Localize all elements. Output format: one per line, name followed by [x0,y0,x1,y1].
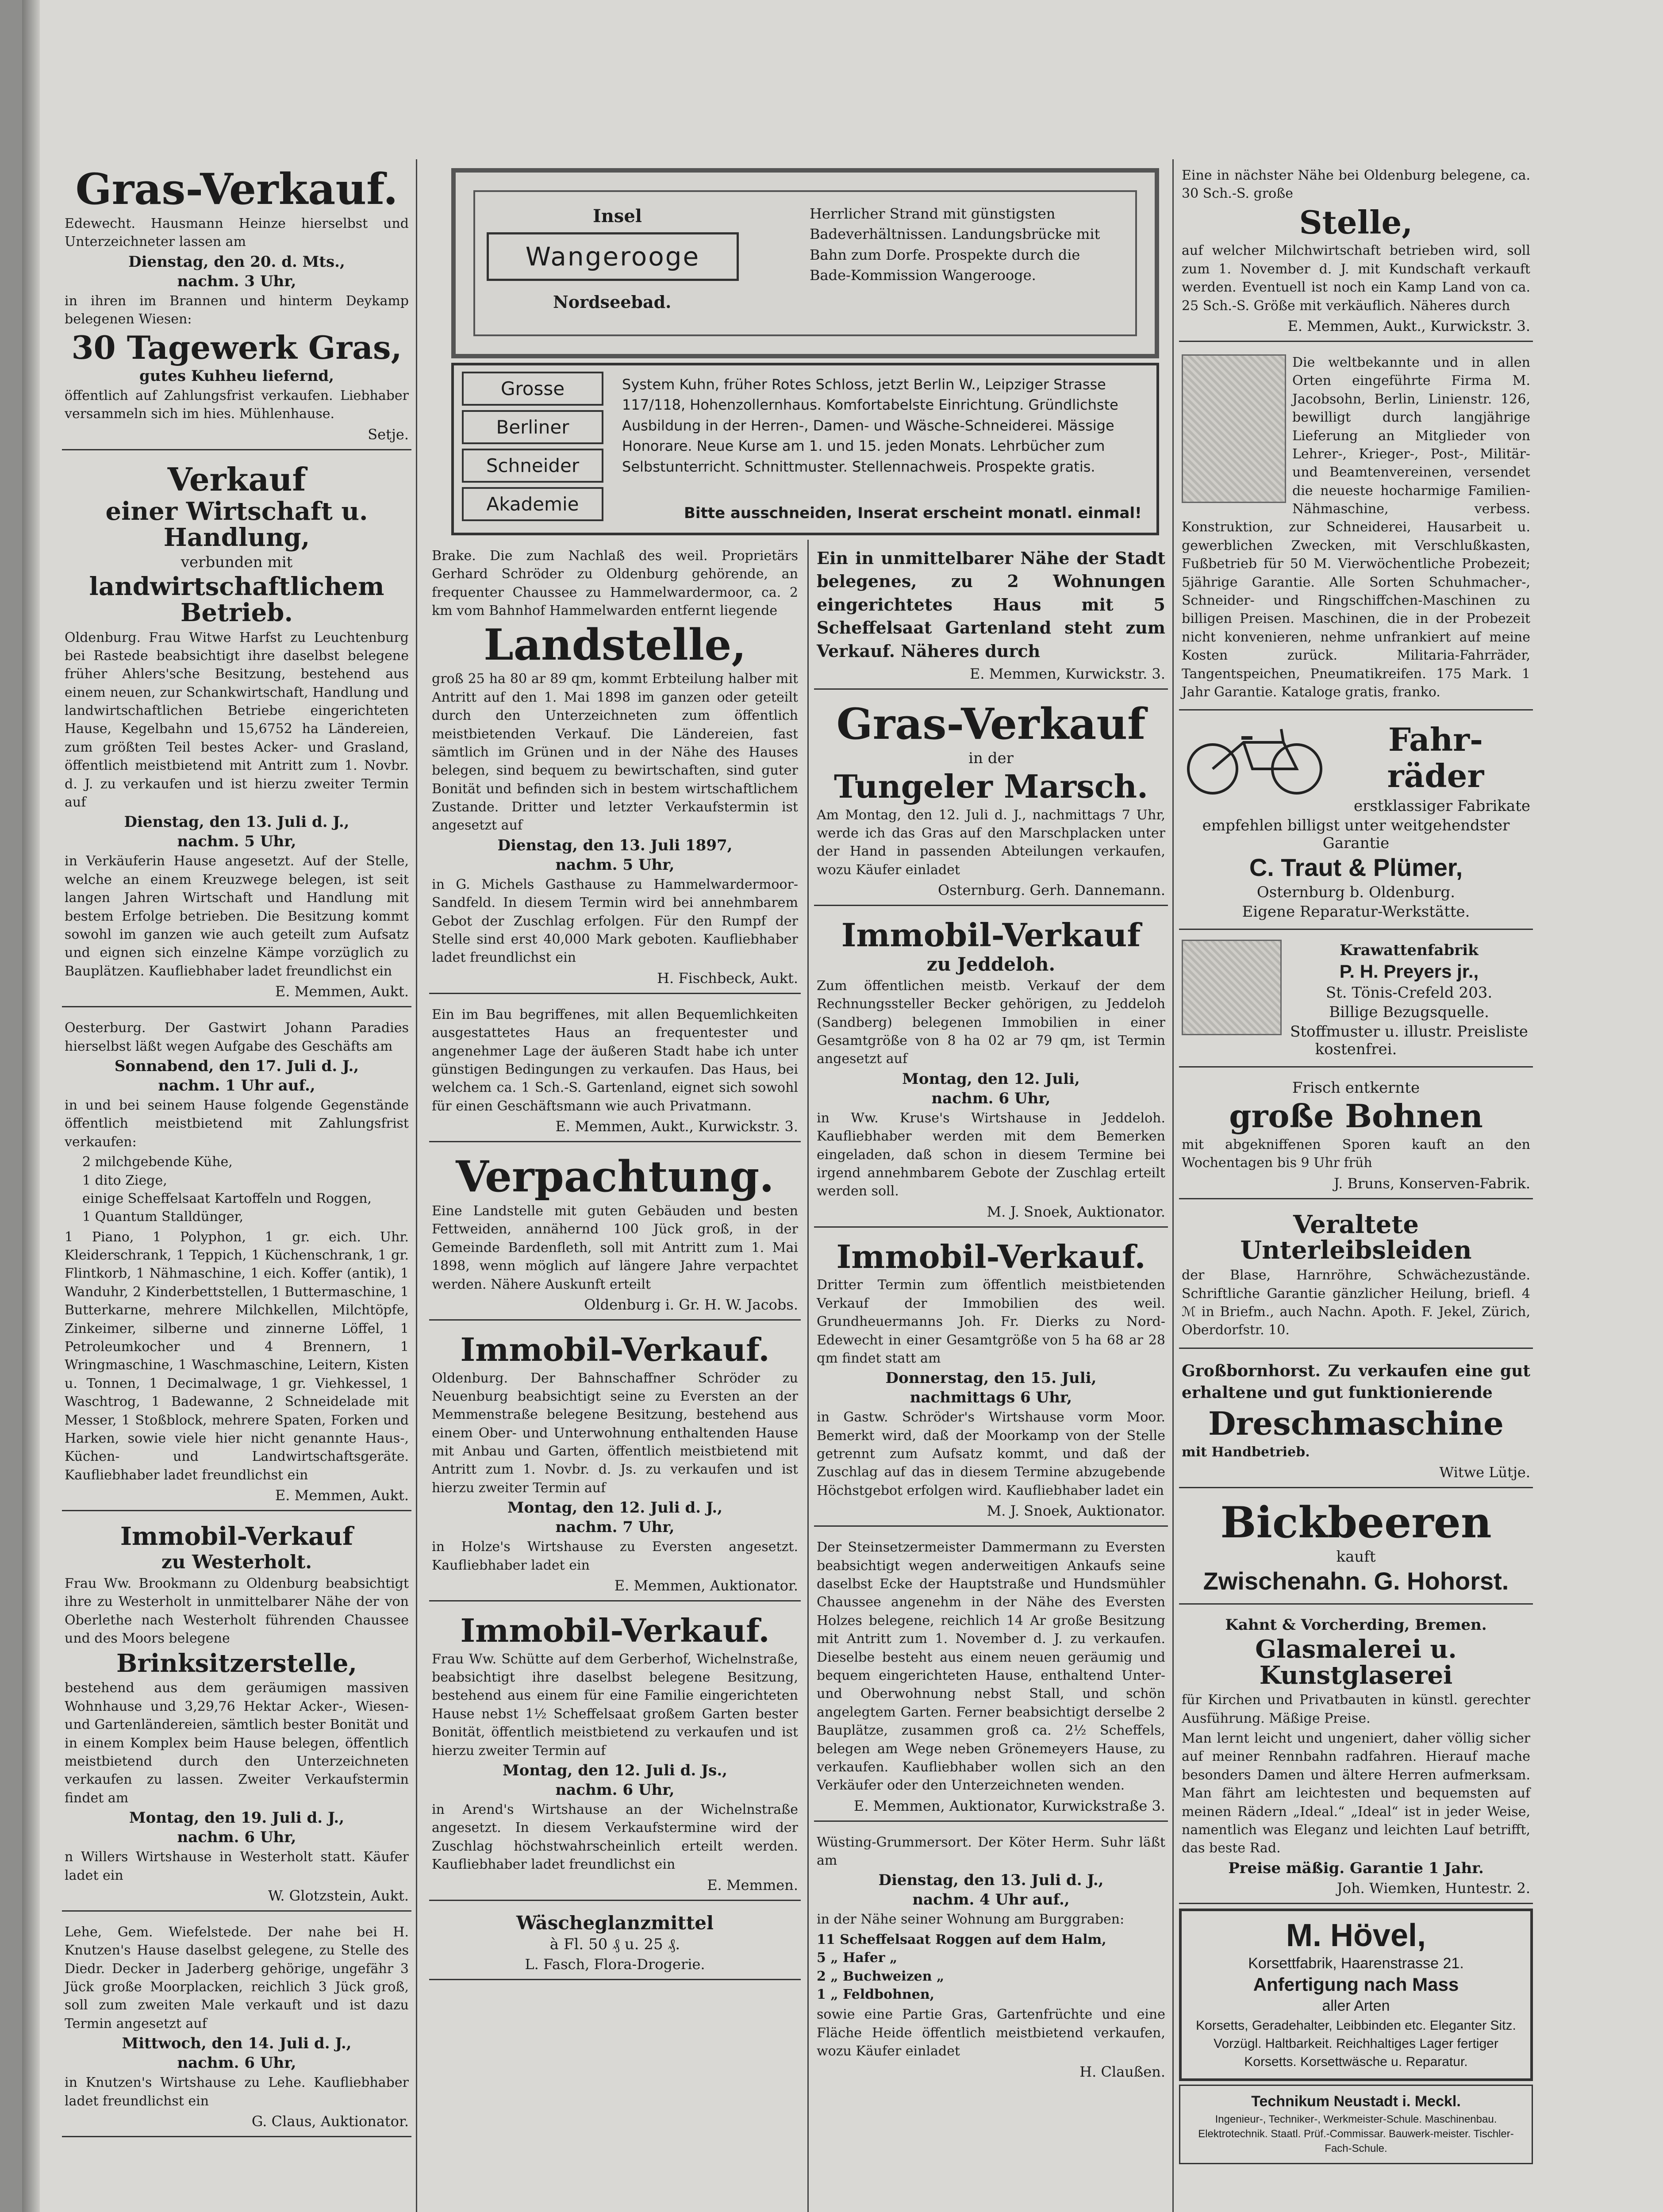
ad-text: Oldenburg. Frau Witwe Harfst zu Leuchtenburg bei Rastede beabsichtigt ihre daselbst belegene früher Ahlers'sche Besitzung, bestehend aus einem neuen, zur Schankwirtschaft, Handlung und landwirtschaftlichen Betriebe eingerichteten Hause, Kegelbahn und 15,6752 ha Ländereien, zum größten Teil bestes Acker- und Grasland, öffentlich meistbietend mit Antritt zum 1. Novbr. d. J. zu verkaufen und ist hierzu zweiter Termin auf [65,630,409,810]
ad-text: bestehend aus dem geräumigen massiven Wohnhause und 3,29,76 Hektar Acker-, Wiesen- und Gartenländereien, sämtlich bester Bonität und in einem Komplex beim Hause belegen, öffentlich meistbietend durch den Unterzeichneten verkaufen zu lassen. Zweiter Verkaufstermin findet am [65,1680,409,1806]
ad-text: Am Montag, den 12. Juli d. J., nachmittags 7 Uhr, werde ich das Gras auf den Marschplacken unter der Hand in passenden Abteilungen verkaufen, wozu Käufer einladet [817,807,1165,878]
ad-wirtschaft-verkauf [62,455,411,1007]
sewing-machine-illustration [1182,354,1286,503]
ad-signature: Joh. Wiemken, Huntestr. 2. [1337,1879,1530,1897]
ad-text: Eine in nächster Nähe bei Oldenburg belegene, ca. 30 Sch.-S. große [1182,168,1530,202]
ad-signature: L. Fasch, Flora-Drogerie. [525,1955,705,1973]
banner-name-box: Wangerooge [487,232,739,281]
ad-text: Eine Landstelle mit guten Gebäuden und besten Fettweiden, annähernd 100 Jück groß, in der Gemeinde Bardenfleth, soll mit Antritt zum 1. Mai 1898, wenn möglich auf längere Jahre verpachtet werden. Nähere Auskunft erteilt [432,1203,798,1292]
ad-text: empfehlen billigst unter weitgehendster Garantie [1202,817,1510,853]
ad-text: in Knutzen's Wirtshause zu Lehe. Kaufliebhaber ladet freundlichst ein [65,2075,409,2109]
ad-title: große Bohnen [1229,1097,1483,1135]
ad-signature: W. Glotzstein, Aukt. [268,1887,409,1904]
list-item: 1 Quantum Stalldünger, [82,1209,244,1225]
ad-text: à Fl. 50 ₰ u. 25 ₰. [549,1935,680,1953]
ad-title: Veraltete Unterleibsleiden [1240,1210,1472,1265]
ad-place: Osternburg b. Oldenburg. [1256,883,1456,902]
ad-signature: G. Claus, Auktionator. [251,2113,409,2130]
ad-title: Verkauf [167,460,306,498]
ad-text: Dritter Termin zum öffentlich meistbietenden Verkauf der Immobilien des weil. Grundheuermanns Joh. Fr. Dierks zu Nord-Edewecht in einer Gesamtgröße von 5 ha 68 ar 28 qm findet statt am [817,1277,1165,1366]
ad-landstelle [429,540,801,994]
ad-subline: Korsettfabrik, Haarenstrasse 21. [1248,1955,1464,1972]
ad-date: Dienstag, den 13. Juli d. J., [124,813,349,831]
tie-illustration [1182,940,1282,1035]
ad-title-line: einer Wirtschaft u. Handlung, [105,497,368,553]
ad-signature: Oldenburg i. Gr. H. W. Jacobs. [584,1296,798,1313]
column-2 [429,540,801,1985]
ad-note: Eigene Reparatur-Werkstätte. [1242,903,1470,921]
ad-text: in Verkäuferin Hause angesetzt. Auf der Stelle, welche an einem Kreuzwege belegen, ist seit langen Jahren Wirtschaft und Handlung mit bestem Erfolge betrieben. Die Besitzung kommt sowohl im ganzen wie auch geteilt zum Aufsatz und eignen sich einzelne Kämpe vorzüglich zu Bauplätzen. Kaufliebhaber ladet freundlichst ein [65,853,409,979]
ad-text: Man lernt leicht und ungeniert, daher völlig sicher auf meiner Rennbahn radfahren. Hierauf mache besonders Damen und ältere Herren aufmerksam. Man fährt am leichtesten und bequemsten auf meinen Rädern „Ideal.“ „Ideal“ ist in jeder Weise, namentlich was Eleganz und leichten Lauf betrifft, das beste Rad. [1182,1731,1530,1856]
ad-text: in Holze's Wirtshause zu Eversten angesetzt. Kaufliebhaber ladet ein [432,1539,798,1573]
ad-immobil-westerholt [62,1516,411,1912]
banner-subtitle: Nordseebad. [553,292,672,312]
ad-text: sowie eine Partie Gras, Gartenfrüchte und eine Fläche Heide öffentlich meistbietend verkaufen, wozu Käufer einladet [817,2007,1165,2059]
ad-address: St. Tönis-Crefeld 203. [1325,984,1493,1002]
ad-subline: aller Arten [1322,1997,1390,2014]
ad-text: Brake. Die zum Nachlaß des weil. Proprietärs Gerhard Schröder zu Oldenburg gehörende, an frequenter Chaussee zu Hammelwardermoor, ca. 2 km vom Bahnhof Hammelwarden entfernt liegende [432,548,798,619]
ad-text: groß 25 ha 80 ar 89 qm, kommt Erbteilung halber mit Antritt auf den 1. Mai 1898 im ganzen oder geteilt durch den Unterzeichneten zum öffentlich meistbietenden Verkauf. Die Ländereien, fast sämtlich im Grünen und in der Nähe des Hauses belegen, sind bequem zu bewirtschaften, sind guter Bonität und befinden sich in bestem wirtschaftlichem Zustande. Dritter und letzter Verkaufstermin ist angesetzt auf [432,671,798,833]
bicycle-illustration [1182,720,1530,795]
ad-time: nachm. 3 Uhr, [177,272,296,290]
ad-text: 1 Piano, 1 Polyphon, 1 gr. eich. Uhr. Kleiderschrank, 1 Teppich, 1 Küchenschrank, 1 gr. Flintkorb, 1 Nähmaschine, 1 eich. Koffer (antik), 1 Wanduhr, 2 Kinderbettstellen, 1 Buttermaschine, 1 Butterkarne, mehrere Milchkellen, Milchtöpfe, Zinkeimer, silberne und zinnerne Löffel, 1 Petroleumkocher und 4 Brennern, 1 Wringmaschine, 1 Waschmaschine, Leitern, Kisten u. Tonnen, 1 Decimalwage, 1 gr. Viehkessel, 1 Waschtrog, 1 Badewanne, 2 Schneidelade mit Messer, 1 Stoßblock, mehrere Spaten, Forken und Harken, sowie viele hier nicht genannte Haus-, Küchen- und Landwirtschaftsgeräte. Kaufliebhaber ladet freundlichst ein [65,1229,409,1483]
ad-title: Fahr- [1388,721,1483,759]
ad-title-line: Tungeler Marsch. [833,767,1148,805]
ad-time: nachm. 6 Uhr, [177,1828,296,1847]
ad-krawatten [1179,934,1533,1068]
list-item: 1 „ Feldbohnen, [817,1987,935,2003]
ad-signature: J. Bruns, Konserven-Fabrik. [1333,1175,1530,1192]
ad-text: Der Steinsetzermeister Dammermann zu Eversten beabsichtigt wegen anderweitigen Ankaufs seine daselbst Ecke der Hauptstraße und Hundsmühler Chaussee angenehm in der Nähe des Eversten Holzes belegene, reichlich 14 Ar große Besitzung mit Antritt zum 1. November d. J. zu verkaufen. Dieselbe besteht aus einem neuen geräumig und bequem eingerichteten Hause, enthaltend Unter- und Oberwohnung nebst Stall, und schön angelegtem Garten. Ferner beabsichtigt derselbe 2 Bauplätze, zusammen groß ca. 2½ Scheffels, belegen am Wege neben Grönemeyers Hause, zu verkaufen. Kaufliebhaber wollen sich an den Verkäufer oder den Unterzeichneten wenden. [817,1540,1165,1793]
akademie-name-stack [462,372,603,526]
ad-text: in Arend's Wirtshause an der Wichelnstraße angesetzt. In diesem Verkaufstermine wird der Zuschlag höchstwahrscheinlich erteilt werden. Kaufliebhaber ladet freundlichst ein [432,1801,798,1873]
ad-signature: E. Memmen, Aukt., Kurwickstr. 3. [555,1118,798,1135]
ad-text: für Kirchen und Privatbauten in künstl. gerechter Ausführung. Mäßige Preise. [1182,1692,1530,1726]
ad-signature: H. Fischbeck, Aukt. [657,969,798,987]
ad-signature: Osternburg. Gerh. Dannemann. [937,882,1165,899]
ad-immobil-eversten [429,1325,801,1601]
ad-time: nachm. 4 Uhr auf., [912,1891,1070,1909]
ad-price: Preise mäßig. Garantie 1 Jahr. [1228,1859,1484,1877]
ad-date: Dienstag, den 13. Juli d. J., [878,1871,1104,1889]
ad-text: Edewecht. Hausmann Heinze hierselbst und Unterzeichneter lassen am [65,215,409,250]
ad-subline: gutes Kuhheu liefernd, [139,367,334,385]
ad-headline: Brinksitzerstelle, [116,1648,357,1678]
ad-title: Wäscheglanzmittel [516,1912,714,1934]
ad-firm: C. Traut & Plümer, [1249,853,1463,882]
ad-title: Technikum Neustadt i. Meckl. [1251,2093,1461,2110]
ad-text: Lehe, Gem. Wiefelstede. Der nahe bei H. Knutzen's Hause daselbst gelegene, zu Stelle des Diedr. Decker in Jaderberg gehörige, ungefähr 3 Jück große Moorplacken, reichlich 3 Jück groß, soll zum zweiten Male verkauft und ist dazu Termin angesetzt auf [65,1924,409,2032]
schneider-akademie-ad [451,363,1159,535]
ad-firm: P. H. Preyers jr., [1339,961,1479,982]
ad-text: in G. Michels Gasthause zu Hammelwardermoor-Sandfeld. In diesem Termin wird bei annehmbarem Gebot der Zuschlag erfolgen. Für den Rumpf der Stelle sind erst 40,000 Mark geboten. Kaufliebhaber ladet freundlichst ein [432,876,798,966]
ad-text: Frau Ww. Schütte auf dem Gerberhof, Wichelnstraße, beabsichtigt ihre daselbst belegene Besitzung, bestehend aus einem für eine Familie eingerichteten Hause nebst 1½ Scheffelsaat großem Garten bester Bonität, öffentlich meistbietend zu verkaufen und ist hierzu zweiter Termin auf [432,1651,798,1759]
ad-stadthaus [814,540,1168,690]
ad-time: nachmittags 6 Uhr, [910,1389,1072,1407]
wangerooge-banner-ad [451,168,1159,358]
banner-text: Herrlicher Strand mit günstigsten Badeverhältnissen. Landungsbrücke mit Bahn zum Dorfe. Prospekte durch die Bade-Kommission Wangerooge. [810,205,1100,284]
ad-subline: in der [968,749,1014,767]
ad-text: mit Handbetrieb. [1182,1444,1310,1460]
akademie-name-line: Schneider [462,449,603,483]
ad-text: Zum öffentlichen meistb. Verkauf der dem Rechnungssteller Becker gehörigen, zu Jeddeloh (Sandberg) belegenen Immobilien in einer Gesamtgröße von 8 ha 02 ar 79 qm, ist Termin angesetzt auf [817,978,1165,1067]
ad-technikum [1179,2085,1533,2164]
column-3 [814,540,1168,2091]
list-item: 1 dito Ziege, [82,1172,167,1188]
ad-title-line: zu Westerholt. [161,1551,312,1573]
ad-signature: Setje. [368,426,409,443]
ad-text: in Gastw. Schröder's Wirtshause vorm Moor. Bemerkt wird, daß der Moorkamp von der Stelle getrennt zum Aufsatz kommt, und daß der Zuschlag auf das in diesem Termine abzugebende Höchstgebot erfolgen wird. Kaufliebhaber ladet ein [817,1409,1165,1498]
ad-title-line: landwirtschaftlichem Betrieb. [89,572,384,627]
ad-signature: Witwe Lütje. [1439,1464,1530,1481]
ad-title: Dreschmaschine [1208,1405,1504,1443]
ad-signature: E. Memmen, Auktionator, Kurwickstraße 3. [853,1797,1165,1814]
ad-text: Wüsting-Grummersort. Der Köter Herm. Suhr läßt am [817,1834,1165,1869]
ad-immobil-jeddeloh [814,910,1168,1228]
banner-island-label: Insel [593,206,642,227]
ad-subline: erstklassiger Fabrikate [1353,797,1530,815]
ad-title-line: zu Jeddeloh. [926,953,1056,975]
ad-unterleibsleiden [1179,1204,1533,1349]
ad-text: Korsetts, Geradehalter, Leibbinden etc. Eleganter Sitz. Vorzügl. Haltbarkeit. Reichhaltiges Lager fertiger Korsetts. Korsettwäsche u. Reparatur. [1196,2018,1516,2070]
ad-wuesting [814,1826,1168,2086]
column-rule [416,159,417,2212]
ad-text: der Blase, Harnröhre, Schwächezustände. Schriftliche Garantie gänzlicher Heilung, briefl. 4 ℳ in Briefm., auch Nachn. Apoth. F. Jekel, Zürich, Oberdorfstr. 10. [1182,1267,1530,1338]
ad-text: öffentlich auf Zahlungsfrist verkaufen. Liebhaber versammeln sich im hies. Mühlenhause. [65,388,409,422]
ad-subline: verbunden mit [181,553,293,571]
ad-label: Krawattenfabrik [1340,941,1479,960]
ad-subline: kauft [1336,1548,1376,1566]
ad-headline: 30 Tagewerk Gras, [71,329,402,367]
ad-time: nachm. 5 Uhr, [177,833,296,851]
column-rule [1172,159,1174,2212]
ad-stelle-milchwirtschaft [1179,159,1533,342]
ad-text: Oldenburg. Der Bahnschaffner Schröder zu Neuenburg beabsichtigt seine zu Eversten an der Memmenstraße belegene Besitzung, bestehend aus einem Ober- und Unterwohnung enthaltenden Hause mit Anbau und Garten, öffentlich meistbietend mit Antritt zum 1. Novbr. d. Js. zu verkaufen und ist hierzu zweiter Termin auf [432,1370,798,1496]
column-1 [62,159,411,2142]
ad-immobil-gerberhof [429,1606,801,1901]
ad-headline: Anfertigung nach Mass [1253,1974,1459,1995]
ad-title-line: räder [1387,757,1484,795]
ad-immobil-edewecht [814,1232,1168,1527]
ad-title: Stelle, [1299,203,1413,241]
ad-bickbeeren [1179,1493,1533,1605]
list-item: 2 „ Buchweizen „ [817,1968,945,1984]
ad-title: Immobil-Verkauf [841,916,1141,954]
ad-text: in ihren im Brannen und hinterm Deykamp belegenen Wiesen: [65,293,409,327]
ad-text: n Willers Wirtshause in Westerholt statt. Käufer ladet ein [65,1849,409,1883]
page-fold-shadow [22,0,40,2212]
ad-verpachtung [429,1147,801,1321]
column-rule [807,540,809,2212]
ad-glasmalerei [1179,1609,1533,1904]
ad-waescheglanz [429,1905,801,1980]
ad-signature: E. Memmen. [707,1876,798,1893]
ad-time: nachm. 5 Uhr, [555,856,675,874]
ad-date: Montag, den 19. Juli d. J., [129,1809,345,1827]
ad-jacobsohn-naehmaschine [1179,346,1533,710]
ad-signature: E. Memmen, Aukt., Kurwickstr. 3. [1287,317,1530,334]
ad-text: Die weltbekannte und in allen Orten eingeführte Firma M. Jacobsohn, Berlin, Linienstr. 126, bewilligt durch langjährige Lieferung an Mitglieder von Lehrer-, Krieger-, Post-, Militär- und Beamtenvereinen, versendet die neueste hocharmige Familien-Nähmaschine, verbess. Konstruktion, zur Schneiderei, Hausarbeit u. gewerblichen Zwecken, mit Verschlußkasten, Fußbetrieb für 50 M. Vierwöchentliche Probezeit; 5jährige Garantie. Alle Sorten Schuhmacher-, Schneider- und Ringschiffchen-Maschinen zu billigen Preisen. Maschinen, die in der Probezeit nicht konvenieren, nehme unfrankiert auf meine Kosten zurück. Militaria-Fahrräder, Tangentspeichen, Pneumatikreifen. 175 Mark. 1 Jahr Garantie. Kataloge gratis, franko. [1182,354,1530,700]
ad-firm: Zwischenahn. G. Hohorst. [1203,1567,1509,1595]
ad-bohnen [1179,1072,1533,1199]
ad-date: Donnerstag, den 15. Juli, [885,1369,1097,1387]
ad-date: Montag, den 12. Juli, [902,1070,1080,1088]
list-item: 2 milchgebende Kühe, [82,1154,233,1170]
ad-text: Frau Ww. Brookmann zu Oldenburg beabsichtigt ihre zu Westerholt in unmittelbarer Nähe der von Oberlethe nach Westerholt führenden Chaussee und des Moors belegene [65,1576,409,1647]
ad-text: Ingenieur-, Techniker-, Werkmeister-Schule. Maschinenbau. Elektrotechnik. Staatl. Prüf.-Commissar. Bauwerk-meister. Tischler-Fach-Schule. [1198,2113,1514,2154]
ad-signature: M. J. Snoek, Auktionator. [987,1502,1165,1520]
newspaper-page [22,0,1663,2212]
ad-text: Großbornhorst. Zu verkaufen eine gut erhaltene und gut funktionierende [1182,1361,1530,1402]
akademie-name-line: Akademie [462,487,603,521]
ad-time: nachm. 6 Uhr, [555,1781,675,1799]
ad-paradies-auktion [62,1012,411,1511]
ad-hoevel-korsett [1179,1909,1533,2081]
ad-haus-verkauf [429,998,801,1142]
list-item: 5 „ Hafer „ [817,1950,898,1966]
akademie-name-line: Grosse [462,372,603,406]
ad-text: Ein in unmittelbarer Nähe der Stadt belegenes, zu 2 Wohnungen eingerichtetes Haus mit 5 Scheffelsaat Gartenland steht zum Verkauf. Näheres durch [817,548,1165,661]
ad-gras-tungeler [814,694,1168,906]
ad-date: Dienstag, den 13. Juli 1897, [497,836,733,854]
ad-time: nachm. 6 Uhr, [177,2054,296,2072]
list-item: 11 Scheffelsaat Roggen auf dem Halm, [817,1932,1106,1947]
ad-date: Dienstag, den 20. d. Mts., [128,253,345,271]
akademie-text: System Kuhn, früher Rotes Schloss, jetzt Berlin W., Leipziger Strasse 117/118, Hohenzollernhaus. Komfortabelste Einrichtung. Gründlichste Ausbildung in der Herren-, Damen- und Wäsche-Schneiderei. Mässige Honorare. Neue Kurse am 1. und 15. jeden Monats. Lehrbücher zum Selbstunterricht. Schnittmuster. Stellennachweis. Prospekte gratis. [622,376,1118,475]
ad-date: Montag, den 12. Juli d. J., [507,1499,723,1517]
list-item: einige Scheffelsaat Kartoffeln und Roggen, [82,1190,372,1206]
ad-date: Montag, den 12. Juli d. Js., [503,1761,727,1779]
ad-text: Oesterburg. Der Gastwirt Johann Paradies hierselbst läßt wegen Aufgabe des Geschäfts am [65,1020,409,1054]
ad-time: nachm. 7 Uhr, [555,1518,675,1536]
ad-title: Immobil-Verkauf. [836,1237,1146,1275]
ad-title: Immobil-Verkauf. [460,1330,770,1368]
ad-title: Verpachtung. [456,1152,774,1202]
ad-signature: E. Memmen, Aukt. [275,1487,409,1504]
ad-time: nachm. 1 Uhr auf., [158,1076,315,1094]
ad-lehe-moorplacken [62,1916,411,2137]
ad-text: in und bei seinem Hause folgende Gegenstände öffentlich meistbietend mit Zahlungsfrist verkaufen: [65,1097,409,1150]
column-4 [1179,159,1533,2168]
ad-text: in der Nähe seiner Wohnung am Burggraben: [817,1912,1125,1928]
ad-title: Immobil-Verkauf [120,1522,353,1551]
ad-subline: Kahnt & Vorcherding, Bremen. [1225,1616,1487,1634]
ad-gras-verkauf [62,159,411,450]
ad-signature: E. Memmen, Auktionator. [614,1577,798,1594]
ad-signature: H. Claußen. [1079,2063,1165,2080]
ad-date: Mittwoch, den 14. Juli d. J., [122,2035,352,2053]
ad-date: Sonnabend, den 17. Juli d. J., [114,1057,359,1075]
ad-title: Gras-Verkauf [836,699,1146,749]
ad-text: Ein im Bau begriffenes, mit allen Bequemlichkeiten ausgestattetes Haus an frequentester und angenehmer Lage der äußeren Stadt habe ich unter günstigen Bedingungen zu verkaufen. Das Haus, bei welchem ca. 1 Sch.-S. Gartenland, eignet sich sowohl für einen Geschäftsmann wie auch Privatmann. [432,1006,798,1114]
ad-time: nachm. 6 Uhr, [931,1089,1051,1107]
ad-title: Gras-Verkauf. [75,164,398,214]
ad-signature: E. Memmen, Aukt. [275,983,409,1000]
bicycle-icon [1182,720,1328,795]
ad-title: M. Hövel, [1286,1917,1426,1953]
ad-dammermann [814,1531,1168,1821]
ad-title: Landstelle, [484,619,746,670]
ad-text: auf welcher Milchwirtschaft betrieben wird, soll zum 1. November d. J. mit Kundschaft verkauft werden. Eventuell ist noch ein Kamp Land von ca. 25 Sch.-S. Größe mit verkäuflich. Näheres durch [1182,243,1530,314]
ad-dreschmaschine [1179,1353,1533,1488]
akademie-name-line: Berliner [462,410,603,444]
ad-title: Bickbeeren [1220,1498,1492,1548]
ad-text: Stoffmuster u. illustr. Preisliste kostenfrei. [1290,1023,1528,1059]
akademie-note: Bitte ausschneiden, Inserat erscheint monatl. einmal! [684,504,1142,522]
ad-text: Billige Bezugsquelle. [1329,1003,1489,1022]
ad-text: in Ww. Kruse's Wirtshause in Jeddeloh. Kaufliebhaber werden mit dem Bemerken eingeladen, daß schon in diesem Termine bei irgend annehmbarem Gebote der Zuschlag erteilt werden soll. [817,1110,1165,1199]
ad-title: Glasmalerei u. Kunstglaserei [1255,1634,1457,1690]
ad-title: Immobil-Verkauf. [460,1612,770,1650]
ad-subline: Frisch entkernte [1292,1079,1420,1097]
ad-fahrraeder [1179,715,1533,930]
ad-text: mit abgekniffenen Sporen kauft an den Wochentagen bis 9 Uhr früh [1182,1137,1530,1171]
ad-signature: M. J. Snoek, Auktionator. [987,1203,1165,1220]
ad-signature: E. Memmen, Kurwickstr. 3. [970,665,1165,683]
